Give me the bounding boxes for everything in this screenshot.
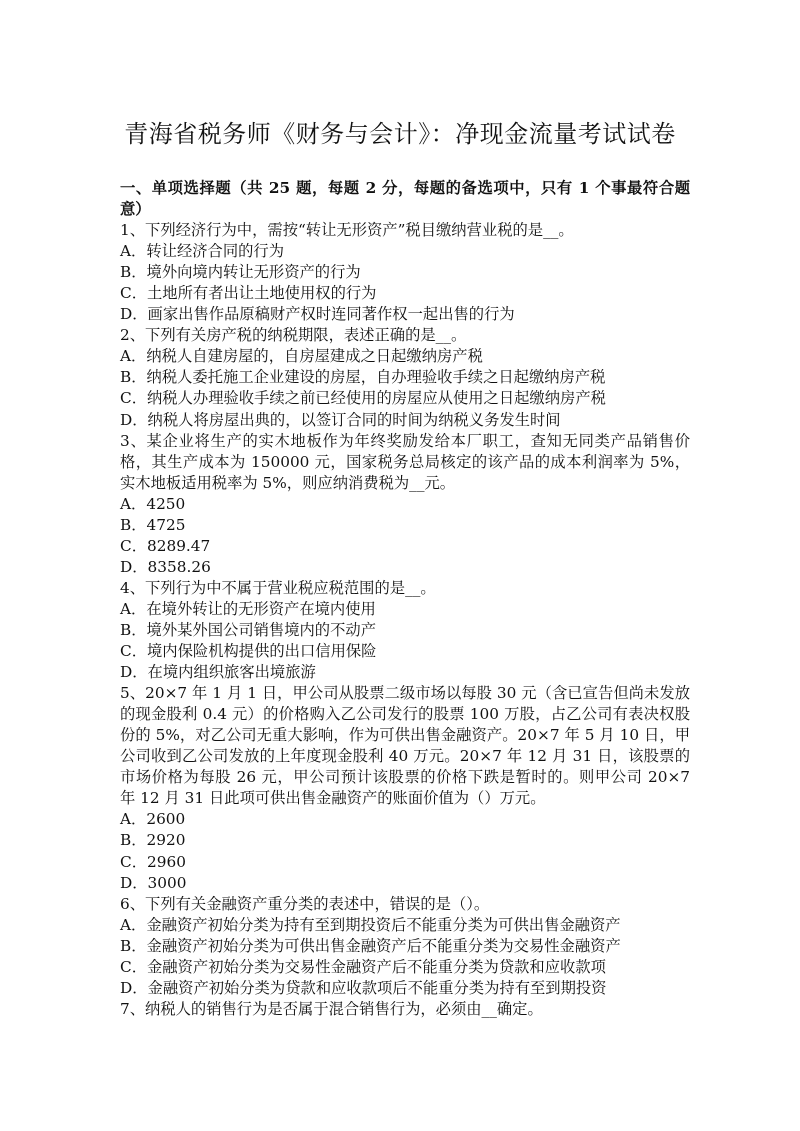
option-item: A．金融资产初始分类为持有至到期投资后不能重分类为可供出售金融资产 bbox=[120, 915, 621, 934]
option-item: A．纳税人自建房屋的，自房屋建成之日起缴纳房产税 bbox=[120, 347, 483, 366]
question-stem: 4、下列行为中不属于营业税应税范围的是__。 bbox=[120, 578, 436, 597]
option-item: C．金融资产初始分类为交易性金融资产后不能重分类为贷款和应收款项 bbox=[120, 957, 606, 976]
option-item: A．4250 bbox=[120, 494, 186, 513]
option-item: C．土地所有者出让土地使用权的行为 bbox=[120, 284, 377, 303]
page-title: 青海省税务师《财务与会计》：净现金流量考试试卷 bbox=[124, 120, 676, 148]
option-item: D．纳税人将房屋出典的，以签订合同的时间为纳税义务发生时间 bbox=[120, 410, 561, 429]
option-item: B．境外某外国公司销售境内的不动产 bbox=[120, 620, 376, 639]
option-item: C．境内保险机构提供的出口信用保险 bbox=[120, 642, 377, 661]
option-item: B．纳税人委托施工企业建设的房屋，自办理验收手续之日起缴纳房产税 bbox=[120, 368, 606, 387]
option-item: C．纳税人办理验收手续之前已经使用的房屋应从使用之日起缴纳房产税 bbox=[120, 389, 606, 408]
question-stem: 7、纳税人的销售行为是否属于混合销售行为，必须由__确定。 bbox=[120, 999, 543, 1018]
option-item: D．8358.26 bbox=[120, 557, 211, 576]
option-item: D．在境内组织旅客出境旅游 bbox=[120, 663, 316, 682]
option-item: A．转让经济合同的行为 bbox=[120, 242, 285, 261]
option-item: B．境外向境内转让无形资产的行为 bbox=[120, 263, 361, 282]
question-stem: 6、下列有关金融资产重分类的表述中，错误的是（）。 bbox=[120, 894, 490, 913]
option-item: B．2920 bbox=[120, 831, 186, 850]
option-item: D．金融资产初始分类为贷款和应收款项后不能重分类为持有至到期投资 bbox=[120, 978, 607, 997]
option-item: A．在境外转让的无形资产在境内使用 bbox=[120, 599, 376, 618]
option-item: D．3000 bbox=[120, 873, 187, 892]
question-stem: 2、下列有关房产税的纳税期限，表述正确的是__。 bbox=[120, 326, 467, 345]
option-item: A．2600 bbox=[120, 810, 186, 829]
question-stem: 3、某企业将生产的实木地板作为年终奖励发给本厂职工，查知无同类产品销售价格，其生产成本为 150000 元，国家税务总局核定的该产品的成本利润率为 5%，实木地板适用税率为 5%，则应纳消费税为__元。 bbox=[120, 431, 690, 492]
question-stem: 1、下列经济行为中，需按“转让无形资产”税目缴纳营业税的是__。 bbox=[120, 221, 574, 240]
section-heading: 一、单项选择题（共 25 题，每题 2 分，每题的备选项中，只有 1 个事最符合题意） bbox=[120, 179, 690, 219]
option-item: C．8289.47 bbox=[120, 536, 211, 555]
question-list bbox=[120, 178, 690, 1020]
question-stem: 5、20×7 年 1 月 1 日，甲公司从股票二级市场以每股 30 元（含已宣告但尚未发放的现金股利 0.4 元）的价格购入乙公司发行的股票 100 万股，占乙公司有表决权股份的 5%，对乙公司无重大影响，作为可供出售金融资产。20×7 年 5 月 10 日，甲公司收到乙公司发放的上年度现金股利 40 万元。20×7 年 12 月 31 日，该股票的市场价格为每股 26 元，甲公司预计该股票的价格下跌是暂时的。则甲公司 20×7 年 12 月 31 日此项可供出售金融资产的账面价值为（）万元。 bbox=[120, 684, 690, 808]
option-item: B．金融资产初始分类为可供出售金融资产后不能重分类为交易性金融资产 bbox=[120, 936, 621, 955]
option-item: D．画家出售作品原稿财产权时连同著作权一起出售的行为 bbox=[120, 305, 515, 324]
option-item: C．2960 bbox=[120, 852, 186, 871]
option-item: B．4725 bbox=[120, 515, 186, 534]
